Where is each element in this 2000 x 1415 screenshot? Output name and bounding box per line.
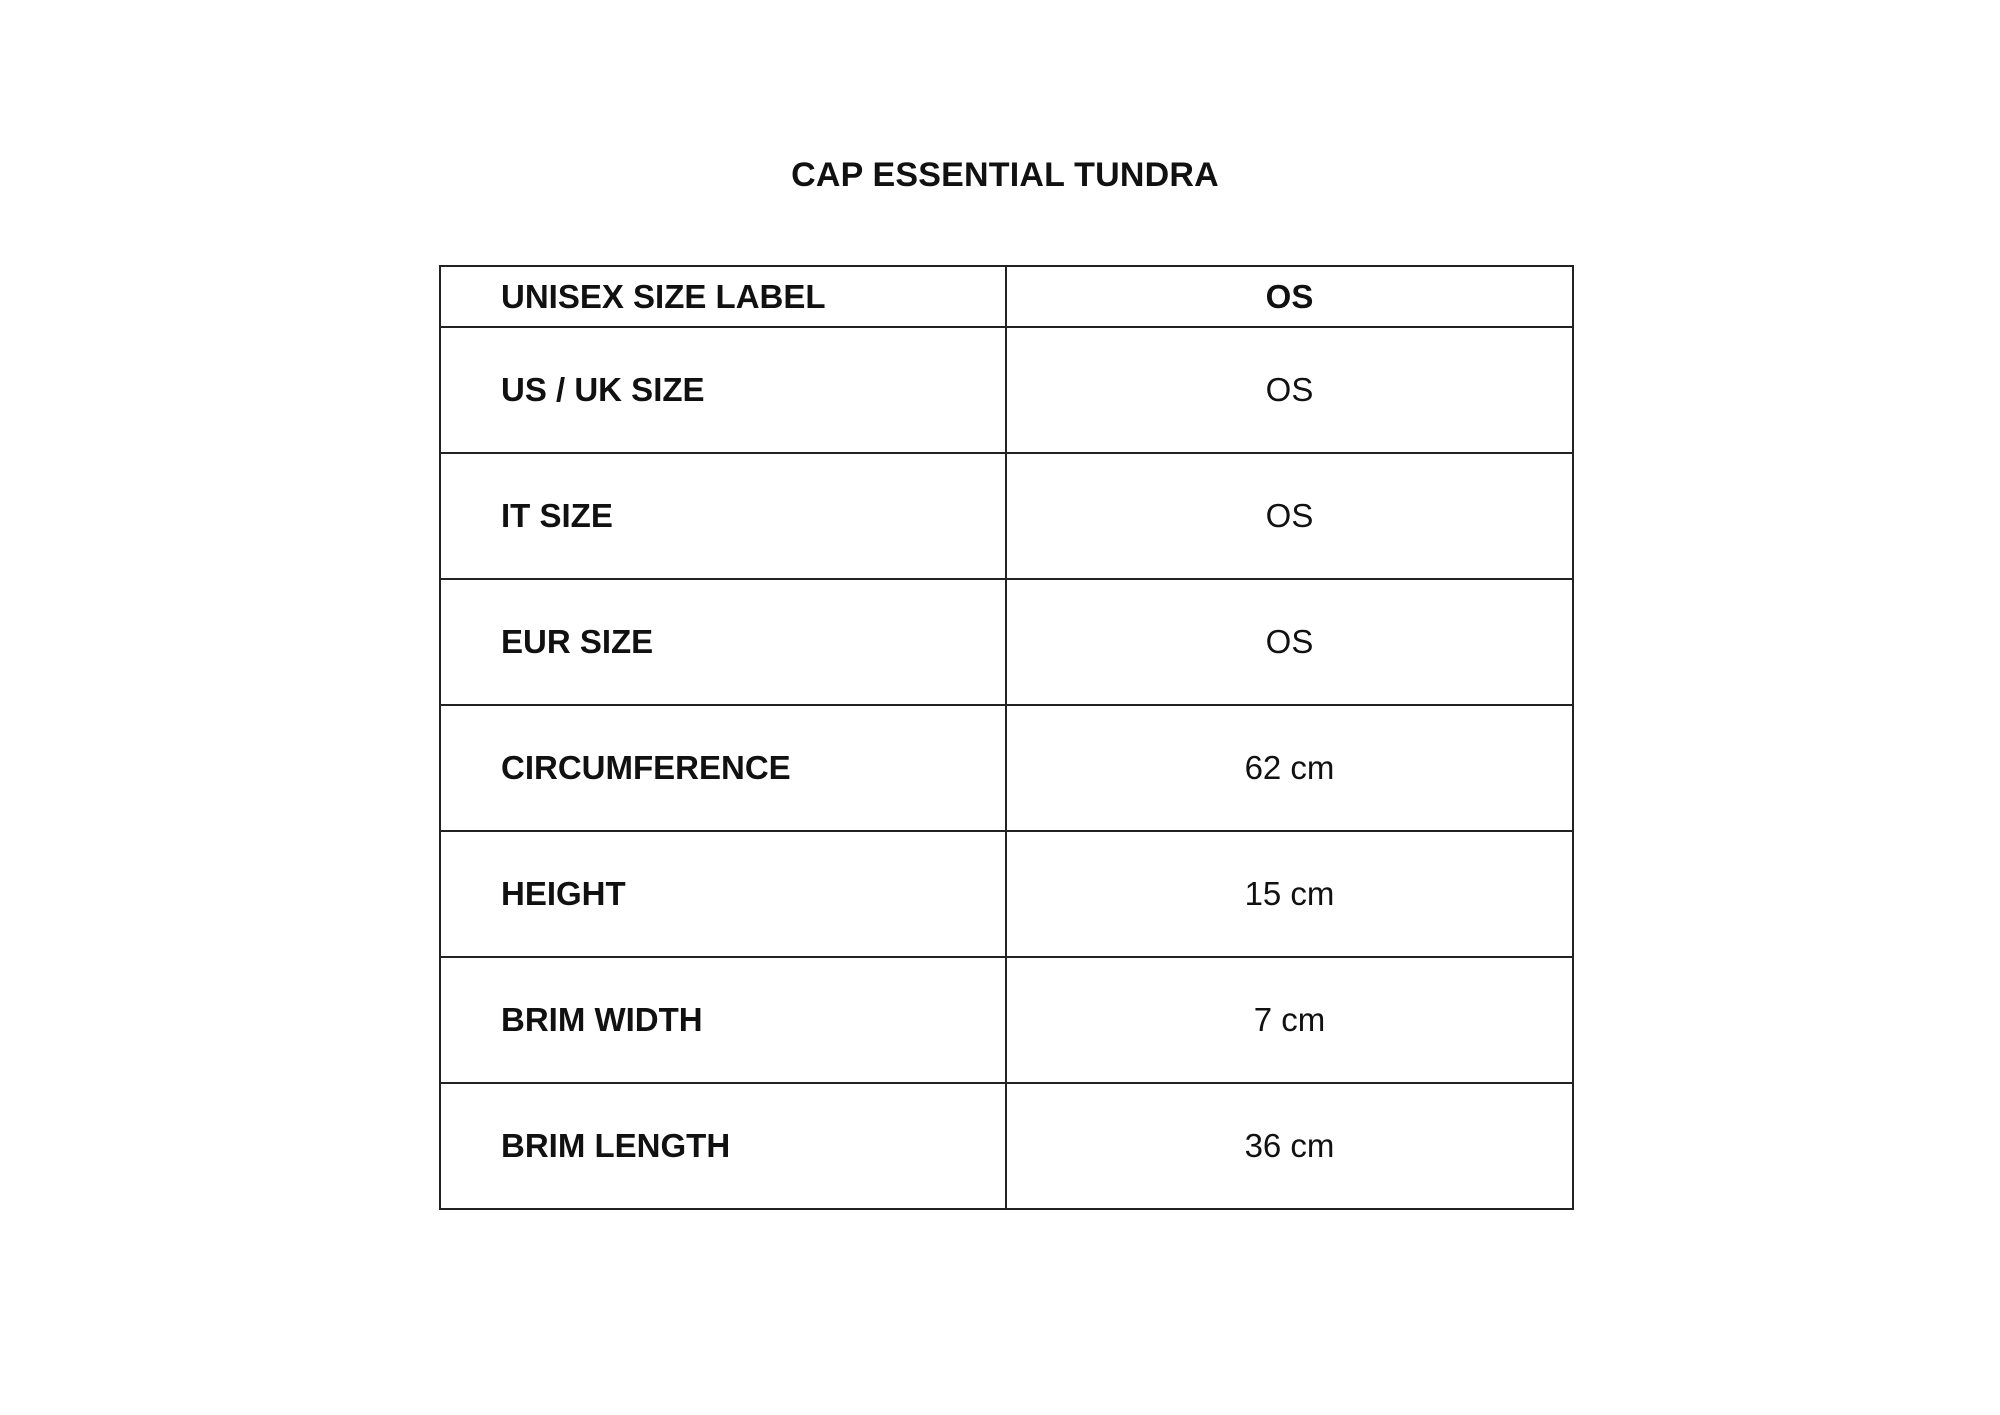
table-row bbox=[440, 705, 1573, 831]
row-label-brim-length: BRIM LENGTH bbox=[440, 1083, 1006, 1209]
row-label-us-uk-size: US / UK SIZE bbox=[440, 327, 1006, 453]
table-row bbox=[440, 1083, 1573, 1209]
row-label-brim-width: BRIM WIDTH bbox=[440, 957, 1006, 1083]
row-value-it-size: OS bbox=[1006, 453, 1573, 579]
row-label-eur-size: EUR SIZE bbox=[440, 579, 1006, 705]
table-row bbox=[440, 579, 1573, 705]
row-value-height: 15 cm bbox=[1006, 831, 1573, 957]
table-row bbox=[440, 327, 1573, 453]
row-value-eur-size: OS bbox=[1006, 579, 1573, 705]
row-label-circumference: CIRCUMFERENCE bbox=[440, 705, 1006, 831]
row-label-it-size: IT SIZE bbox=[440, 453, 1006, 579]
header-value-cell: OS bbox=[1006, 266, 1573, 327]
table-row bbox=[440, 453, 1573, 579]
page-title: CAP ESSENTIAL TUNDRA bbox=[791, 156, 1219, 194]
row-value-circumference: 62 cm bbox=[1006, 705, 1573, 831]
row-value-us-uk-size: OS bbox=[1006, 327, 1573, 453]
table-row bbox=[440, 831, 1573, 957]
table-row bbox=[440, 957, 1573, 1083]
row-label-height: HEIGHT bbox=[440, 831, 1006, 957]
row-value-brim-width: 7 cm bbox=[1006, 957, 1573, 1083]
header-label-cell: UNISEX SIZE LABEL bbox=[440, 266, 1006, 327]
row-value-brim-length: 36 cm bbox=[1006, 1083, 1573, 1209]
table-header-row bbox=[440, 266, 1573, 327]
size-chart-table bbox=[439, 265, 1574, 1210]
